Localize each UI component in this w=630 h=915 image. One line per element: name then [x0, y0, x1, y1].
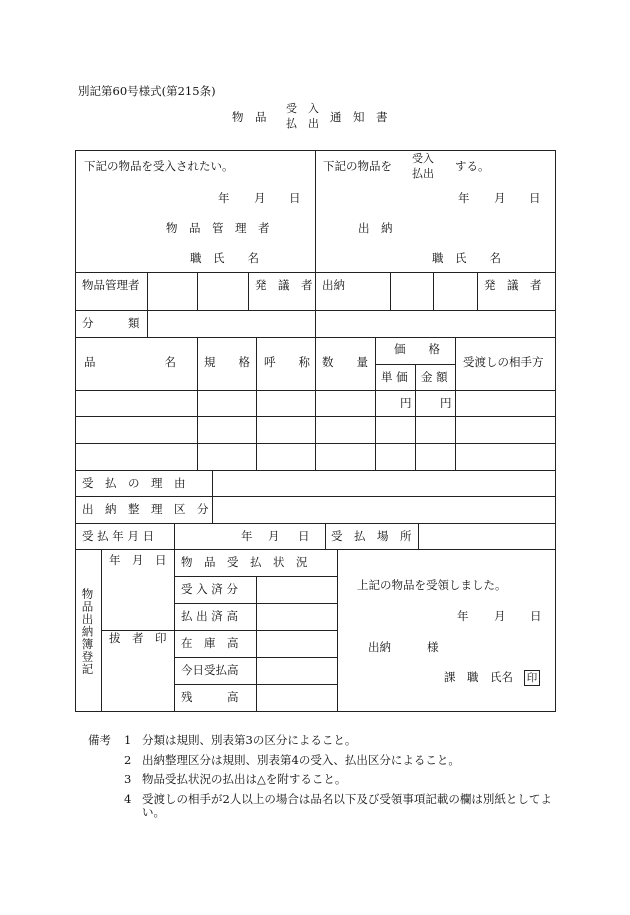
rule [212, 470, 213, 523]
rule [256, 337, 257, 470]
date-year-right: 年 [458, 191, 470, 205]
title-choice-top: 受 入 [286, 102, 319, 115]
receipt-date-day: 日 [530, 609, 542, 623]
rule [75, 711, 556, 712]
receipt-signer: 課 職 氏名 [444, 670, 513, 684]
col-header-qty: 数 量 [322, 355, 368, 369]
rule [256, 576, 257, 711]
status-row-balance: 残 高 [181, 690, 239, 704]
receipt-date-year: 年 [457, 609, 469, 623]
note-item [88, 754, 558, 767]
rule [390, 272, 391, 310]
approval-issuer-label-2: 発 議 者 [484, 278, 542, 292]
request-right-choice-bottom: 払出 [412, 167, 434, 180]
note-number: 3 [124, 772, 132, 787]
unit-yen-price: 円 [400, 396, 412, 410]
request-right-sentence-prefix: 下記の物品を [323, 159, 392, 173]
rule [75, 150, 76, 711]
rule [418, 523, 419, 549]
status-row-stock: 在 庫 高 [181, 636, 239, 650]
rule [455, 337, 456, 470]
status-row-today: 今日受払高 [181, 663, 239, 677]
date-year-left: 年 [218, 191, 230, 205]
rule [325, 523, 326, 549]
rule [197, 337, 198, 470]
status-row-received: 受 入 済 分 [181, 582, 238, 596]
approval-manager-label: 物品管理者 [82, 278, 140, 292]
note-item [88, 734, 558, 747]
form-id: 別記第60号様式(第215条) [78, 84, 216, 98]
notes-label: 備考 [88, 733, 111, 747]
status-row-issued: 払 出 済 高 [181, 609, 238, 623]
request-left-sentence: 下記の物品を受入されたい。 [84, 159, 234, 173]
job-name-left: 職 氏 名 [190, 251, 259, 265]
rule [75, 496, 556, 497]
request-right-choice-top: 受入 [412, 152, 434, 165]
category-label: 出 納 整 理 区 分 [82, 502, 209, 516]
rule [101, 549, 102, 711]
note-text: 出納整理区分は規則、別表第4の受入、払出区分によること。 [142, 752, 460, 767]
notes [88, 734, 558, 825]
request-right-sentence-suffix: する。 [455, 159, 490, 173]
note-number: 2 [124, 752, 132, 767]
approval-treasury-label: 出納 [322, 278, 345, 292]
transfer-date-month: 月 [268, 529, 280, 543]
treasury-title: 出 納 [358, 221, 393, 235]
note-item [88, 793, 558, 818]
reason-label: 受 払 の 理 由 [82, 476, 186, 490]
rule [197, 272, 198, 310]
ledger-seal-label: 拔 者 印 [109, 631, 167, 645]
note-item [88, 773, 558, 786]
rule [555, 150, 556, 711]
unit-yen-amount: 円 [440, 396, 452, 410]
status-header: 物 品 受 払 状 況 [181, 555, 308, 569]
note-number: 4 [124, 791, 132, 806]
receipt-treasury: 出納 [368, 640, 391, 654]
seal-box: 印 [524, 670, 540, 686]
rule [433, 272, 434, 310]
receipt-date-month: 月 [494, 609, 506, 623]
date-month-left: 月 [254, 191, 266, 205]
classification-label: 分 類 [82, 316, 140, 330]
rule [315, 150, 316, 470]
rule [375, 337, 376, 470]
col-header-spec: 規 格 [204, 355, 250, 369]
receipt-sentence: 上記の物品を受領しました。 [357, 578, 507, 592]
title-choice-bottom: 払 出 [286, 117, 319, 130]
title-right: 通 知 書 [330, 110, 388, 124]
col-header-price: 価 格 [394, 342, 440, 356]
rule [75, 523, 556, 524]
rule [415, 364, 416, 470]
date-month-right: 月 [494, 191, 506, 205]
title-left: 物 品 [232, 110, 267, 124]
rule [174, 523, 175, 711]
rule [75, 470, 556, 471]
note-text: 物品受払状況の払出は△を附すること。 [142, 772, 347, 787]
col-header-call: 呼 称 [264, 355, 310, 369]
transfer-date-day: 日 [298, 529, 310, 543]
receipt-sama: 様 [427, 640, 439, 654]
rule [147, 272, 148, 337]
note-text: 受渡しの相手が2人以上の場合は品名以下及び受領事項記載の欄は別紙としてよい。 [142, 791, 552, 819]
col-header-recipient: 受渡しの相手方 [463, 355, 544, 369]
ledger-side-label: 物品出納簿登記 [80, 588, 95, 676]
rule [477, 272, 478, 310]
date-day-left: 日 [289, 191, 301, 205]
transfer-date-year: 年 [241, 529, 253, 543]
ledger-date-label: 年 月 日 [109, 553, 167, 567]
transfer-date-label: 受 払 年 月 日 [82, 529, 155, 543]
col-header-amount: 金 額 [421, 370, 448, 384]
rule [75, 549, 556, 550]
transfer-place-label: 受 払 場 所 [331, 529, 412, 543]
note-number: 1 [124, 733, 132, 747]
note-text: 分類は規則、別表第3の区分によること。 [142, 733, 357, 747]
job-name-right: 職 氏 名 [432, 251, 501, 265]
approval-issuer-label: 発 議 者 [255, 278, 313, 292]
property-manager-title: 物 品 管 理 者 [166, 221, 270, 235]
col-header-unit-price: 単 価 [381, 370, 408, 384]
rule [337, 549, 338, 711]
rule [248, 272, 249, 310]
date-day-right: 日 [529, 191, 541, 205]
col-header-name: 品 名 [84, 355, 176, 369]
